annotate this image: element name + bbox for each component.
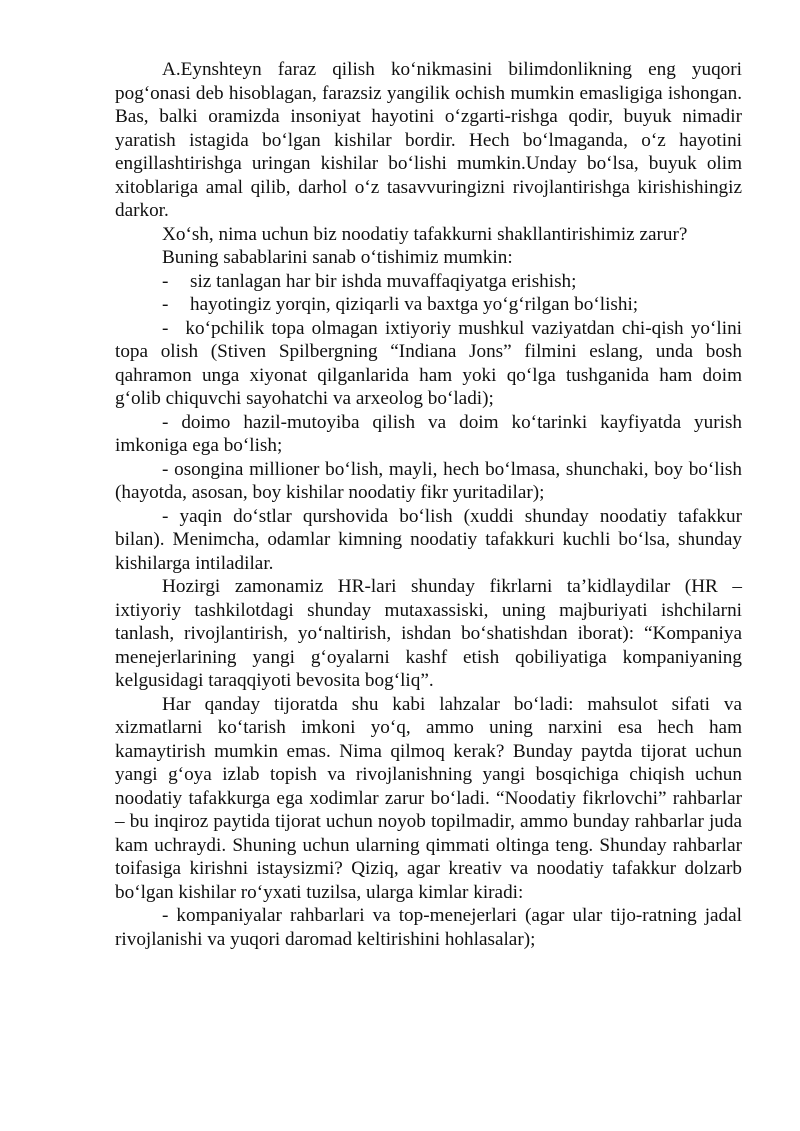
list-item — [115, 505, 742, 576]
list-item — [115, 293, 742, 317]
list-item-text: - osongina millioner bo‘lish, mayli, hech bo‘lmasa, shunchaki, boy bo‘lish (hayotda, asosan, boy kishilar noodatiy fikr yuritadilar); — [115, 458, 742, 503]
list-item-text: - doimo hazil-mutoyiba qilish va doim ko‘tarinki kayfiyatda yurish imkoniga ega bo‘lish; — [115, 411, 742, 456]
list-dash: - — [162, 270, 169, 292]
document-page — [115, 58, 742, 951]
list-dash: - — [162, 317, 169, 339]
list-item-text: ko‘pchilik topa olmagan ixtiyoriy mushkul vaziyatdan chi-qish yo‘lini topa olish (Stiven Spilbergning “Indiana Jons” filmini eslang, unda bosh qahramon unga xiyonat qilganlarida ham yoki qo‘lga tushganida ham doim g‘olib chiquvchi sayohatchi va arxeolog bo‘ladi); — [115, 317, 742, 409]
list-dash: - — [162, 294, 169, 315]
paragraph: Xo‘sh, nima uchun biz noodatiy tafakkurni shakllantirishimiz zarur? — [162, 223, 688, 245]
list-item — [115, 458, 742, 505]
list-item-text: - yaqin do‘stlar qurshovida bo‘lish (xuddi shunday noodatiy tafakkur bilan). Menimcha, odamlar kimning noodatiy tafakkuri kuchli bo‘lsa, shunday kishilarga intiladilar. — [115, 505, 742, 574]
list-item — [115, 270, 742, 294]
paragraph: A.Eynshteyn faraz qilish ko‘nikmasini bilimdonlikning eng yuqori pog‘onasi deb hisoblagan, farazsiz yangilik ochish mumkin emasligiga ishongan. Bas, balki oramizda insoniyat hayotini o‘zgarti-rishga qodir, buyuk nimadir yaratish istagida bo‘lgan kishilar bordir. Hech bo‘lmaganda, o‘z hayotini engillashtirishga uringan kishilar bo‘lishi mumkin.Unday bo‘lsa, buyuk olim xitoblariga amal qilib, darhol o‘z tasavvuringizni rivojlantirishga kirishishingiz darkor. — [115, 59, 742, 221]
list-item — [115, 411, 742, 458]
list-item-text: siz tanlagan har bir ishda muvaffaqiyatga erishish; — [190, 270, 577, 292]
list-item — [115, 317, 742, 411]
paragraph: Har qanday tijoratda shu kabi lahzalar bo‘ladi: mahsulot sifati va xizmatlarni ko‘tarish imkoni yo‘q, ammo uning narxini esa hech ham kamaytirish mumkin emas. Nima qilmoq kerak? Bunday paytda tijorat uchun yangi g‘oya izlab topish va rivojlanishning yangi bosqichiga chiqish uchun noodatiy tafakkurga ega xodimlar zarur bo‘ladi. “Noodatiy fikrlovchi” rahbarlar – bu inqiroz paytida tijorat uchun noyob topilmadir, ammo bunday rahbarlar juda kam uchraydi. Shuning uchun ularning qimmati oltinga teng. Shunday rahbarlar toifasiga kirishni istaysizmi? Qiziq, agar kreativ va noodatiy tafakkur dolzarb bo‘lgan kishilar ro‘yxati tuzilsa, ularga kimlar kiradi: — [115, 693, 742, 903]
list-item-text: hayotingiz yorqin, qiziqarli va baxtga yo‘g‘rilgan bo‘lishi; — [190, 294, 639, 315]
paragraph: Hozirgi zamonamiz HR-lari shunday fikrlarni ta’kidlaydilar (HR – ixtiyoriy tashkilotdagi shunday mutaxassiski, uning majburiyati ishchilarni tanlash, rivojlantirish, yo‘naltirish, ishdan bo‘shatishdan iborat): “Kompaniya menejerlarining yangi g‘oyalarni kashf etish qobiliyatiga kompaniyaning kelgusidagi taraqqiyoti bevosita bog‘liq”. — [115, 576, 742, 691]
paragraph: Buning sabablarini sanab o‘tishimiz mumkin: — [162, 247, 513, 268]
paragraph: - kompaniyalar rahbarlari va top-menejerlari (agar ular tijo-ratning jadal rivojlanishi va yuqori daromad keltirishini hohlasalar); — [115, 905, 742, 950]
